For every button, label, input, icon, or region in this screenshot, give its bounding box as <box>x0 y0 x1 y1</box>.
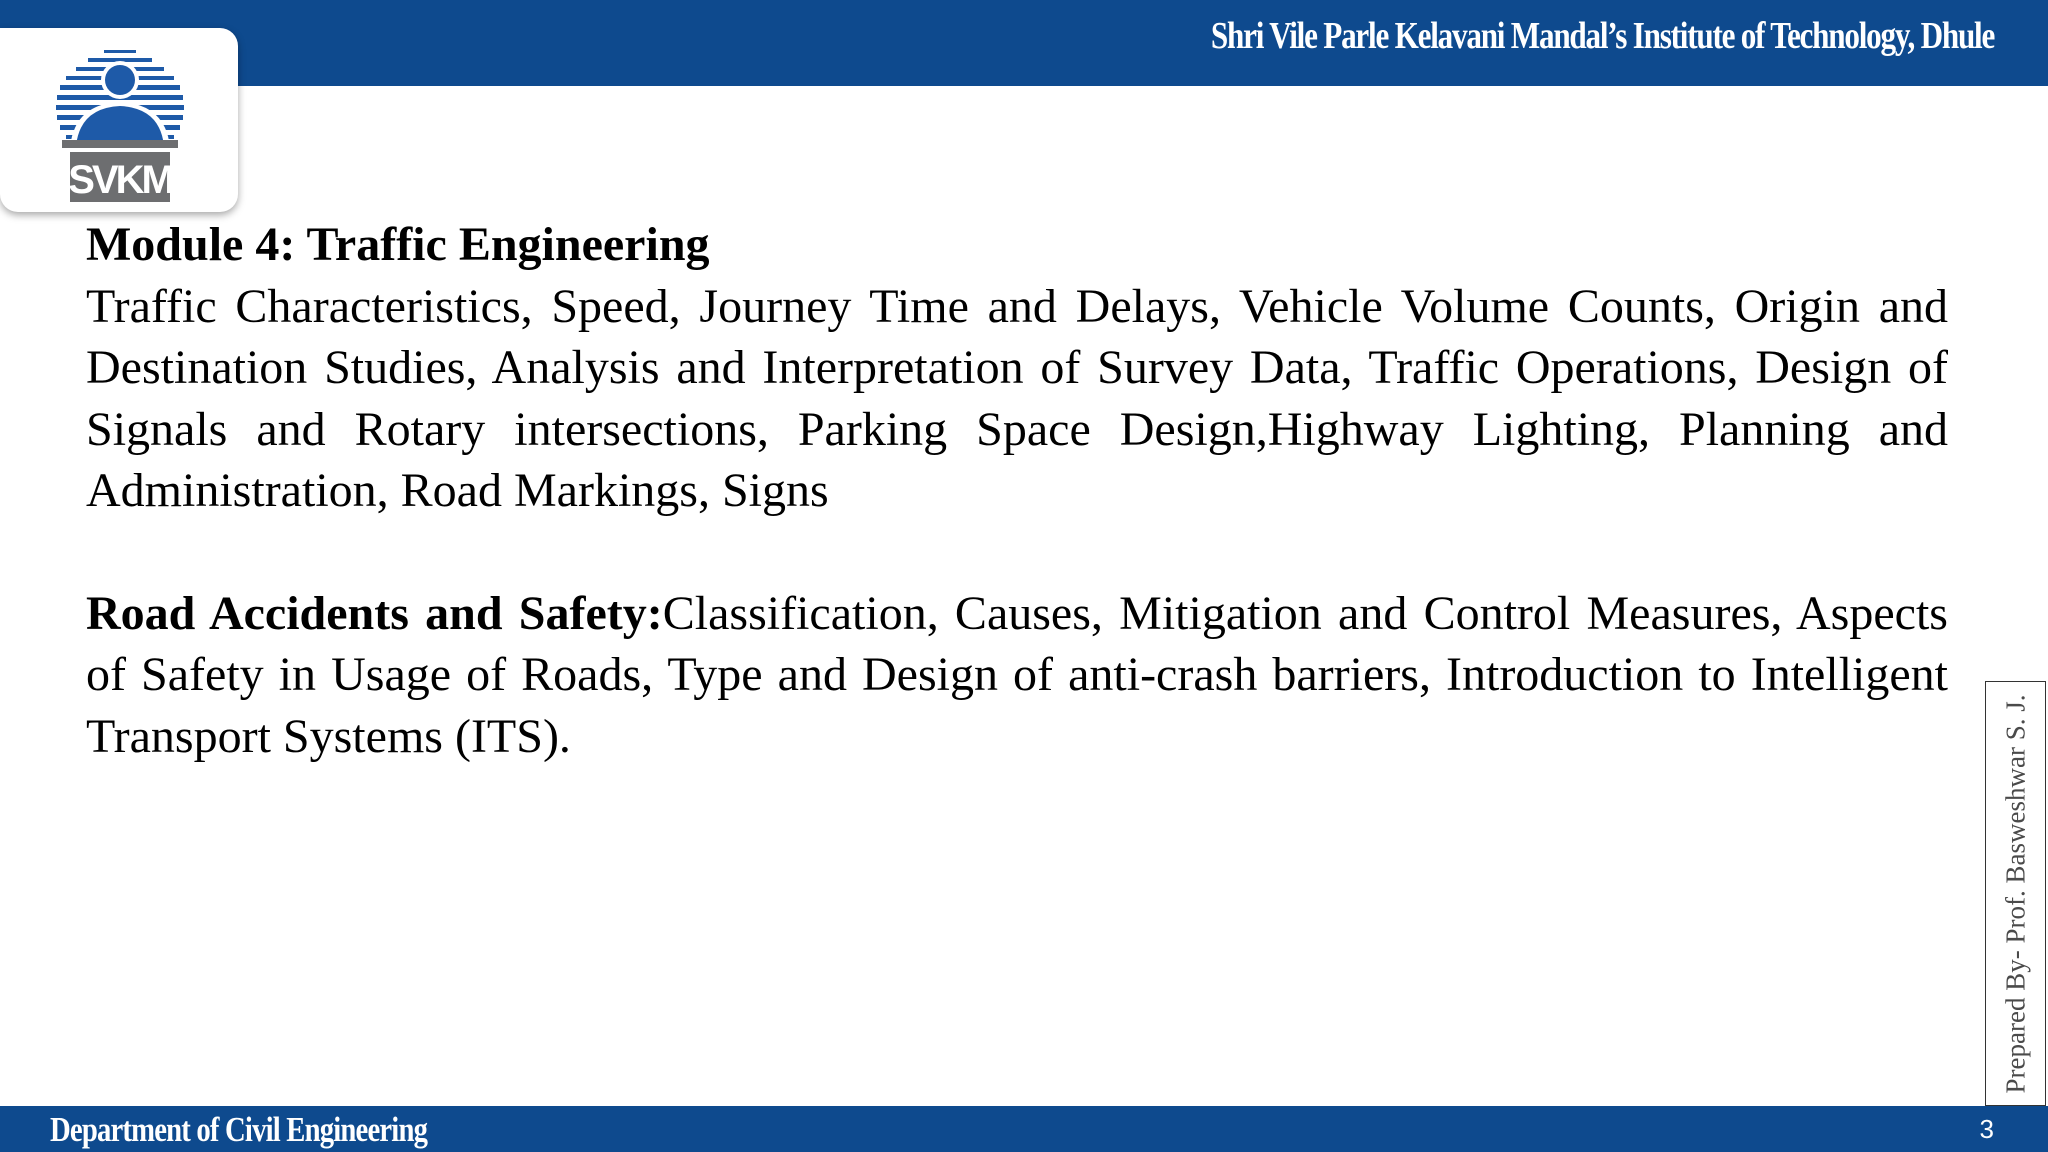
header-bar <box>0 0 2048 86</box>
prepared-by-box <box>1985 681 2046 1106</box>
safety-lead: Road Accidents and Safety: <box>86 586 663 640</box>
logo-text: SVKM <box>68 158 172 202</box>
module-heading: Module 4: Traffic Engineering <box>86 218 710 271</box>
institute-title: Shri Vile Parle Kelavani Mandal’s Institute of Technology, Dhule <box>1210 15 1994 57</box>
safety-paragraph <box>86 583 1948 768</box>
paragraph-gap <box>86 522 1948 583</box>
prepared-by-text: Prepared By- Prof. Basweshwar S. J. <box>2000 694 2030 1093</box>
slide-content <box>86 214 1948 767</box>
module-topics: Traffic Characteristics, Speed, Journey Time and Delays, Vehicle Volume Counts, Origin and Destination Studies, Analysis and Interpretation of Survey Data, Traffic Operations, Design of Signals and Rotary intersections, Parking Space Design,Highway Lighting, Planning and Administration, Road Markings, Signs <box>86 279 1948 517</box>
svkm-logo <box>52 36 188 206</box>
footer-bar <box>0 1106 2048 1152</box>
page-number: 3 <box>1979 1114 1994 1144</box>
safety-topics: Classification, Causes, Mitigation and Control Measures, Aspects of Safety in Usage of Roads, Type and Design of anti-crash barriers, Introduction to Intelligent Transport Systems (ITS). <box>86 586 1948 763</box>
logo-card <box>0 28 238 212</box>
department-label: Department of Civil Engineering <box>50 1110 428 1149</box>
